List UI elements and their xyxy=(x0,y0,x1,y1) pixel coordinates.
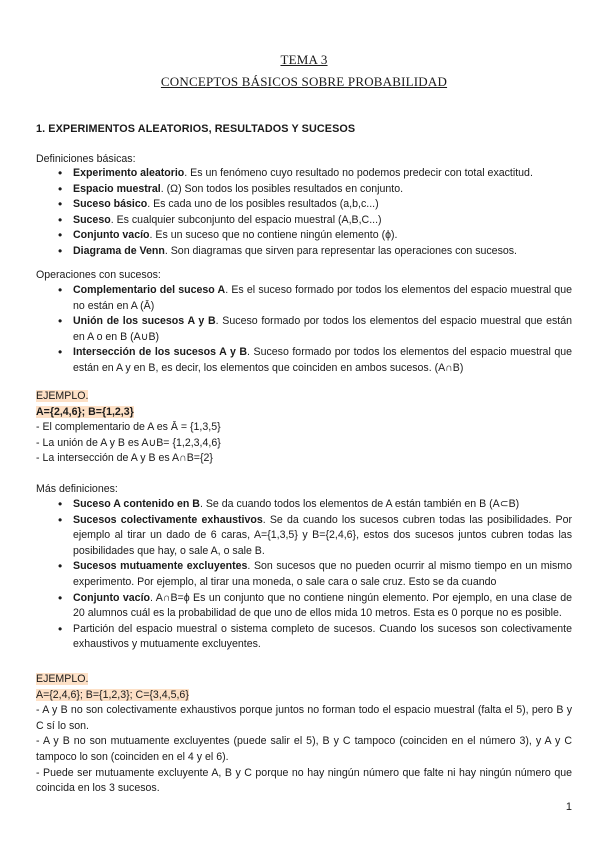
example-line: - La intersección de A y B es A∩B={2} xyxy=(36,452,213,465)
list-item: • Espacio muestral. (Ω) Son todos los posibles resultados en conjunto. xyxy=(36,182,572,198)
list-item: • Experimento aleatorio. Es un fenómeno cuyo resultado no podemos predecir con total exactitud. xyxy=(36,166,572,182)
list-item: • Suceso básico. Es cada uno de los posibles resultados (a,b,c...) xyxy=(36,197,572,213)
list-item: • Complementario del suceso A. Es el suceso formado por todos los elementos del espacio muestral que no están en A (Ā) xyxy=(36,283,572,314)
operations-intro: Operaciones con sucesos: xyxy=(36,269,161,281)
example-line: - Puede ser mutuamente excluyente A, B y C porque no hay ningún número que falte ni hay ningún número que coincida en los 3 sucesos. xyxy=(36,766,572,795)
example-line: - El complementario de A es Ā = {1,3,5} xyxy=(36,421,221,434)
page-number: 1 xyxy=(565,801,572,813)
list-item: • Conjunto vacío. A∩B=ϕ Es un conjunto que no contiene ningún elemento. Por ejemplo, en una clase de 20 alumnos cuál es la probabilidad de que uno de ellos mida 10 metros. Esta es 0 porque no es posible. xyxy=(36,591,572,622)
list-item: • Unión de los sucesos A y B. Suceso formado por todos los elementos del espacio muestral que están en A o en B (A∪B) xyxy=(36,314,572,345)
section-heading: 1. EXPERIMENTOS ALEATORIOS, RESULTADOS Y SUCESOS xyxy=(36,123,356,135)
operations-list xyxy=(36,283,572,377)
more-definitions-intro: Más definiciones: xyxy=(36,483,118,495)
page-title: CONCEPTOS BÁSICOS SOBRE PROBABILIDAD xyxy=(160,74,448,89)
basic-definitions-intro: Definiciones básicas: xyxy=(36,153,136,165)
list-item: • Suceso. Es cualquier subconjunto del espacio muestral (A,B,C...) xyxy=(36,213,572,229)
topic-number: TEMA 3 xyxy=(280,52,328,67)
list-item: • Sucesos colectivamente exhaustivos. Se da cuando los sucesos cubren todas las posibilidades. Por ejemplo al tirar un dado de 6 caras, A={1,3,5} y B={2,4,6}, estos dos sucesos juntos cubren todas las posibilidades que hay, o sale A, o sale B. xyxy=(36,513,572,560)
list-item: • Conjunto vacío. Es un suceso que no contiene ningún elemento (ϕ). xyxy=(36,228,572,244)
list-item: • Partición del espacio muestral o sistema completo de sucesos. Cuando los sucesos son colectivamente exhaustivos y mutuamente excluyentes. xyxy=(36,622,572,653)
example-line: - A y B no son colectivamente exhaustivos porque juntos no forman todo el espacio muestral (falta el 5), pero B y C sí lo son. xyxy=(36,704,572,732)
list-item: • Diagrama de Venn. Son diagramas que sirven para representar las operaciones con sucesos. xyxy=(36,244,572,260)
example-2 xyxy=(36,672,572,797)
example-label: EJEMPLO. xyxy=(36,673,89,685)
example-sets: A={2,4,6}; B={1,2,3} xyxy=(36,405,134,418)
more-definitions-list xyxy=(36,497,572,653)
example-label: EJEMPLO. xyxy=(36,390,89,402)
list-item: • Sucesos mutuamente excluyentes. Son sucesos que no pueden ocurrir al mismo tiempo en un mismo experimento. Por ejemplo, al tirar una moneda, o sale cara o sale cruz. Esto se da cuando xyxy=(36,559,572,590)
list-item: • Intersección de los sucesos A y B. Suceso formado por todos los elementos del espacio muestral que están en A y en B, es decir, los elementos que coinciden en ambos sucesos. (A∩B) xyxy=(36,345,572,376)
example-line: - La unión de A y B es A∪B= {1,2,3,4,6} xyxy=(36,436,221,449)
example-1 xyxy=(36,389,572,467)
example-line: - A y B no son mutuamente excluyentes (puede salir el 5), B y C tampoco (coinciden en el número 3), y A y C tampoco lo son (coinciden en el 4 y el 6). xyxy=(36,735,572,763)
example-sets: A={2,4,6}; B={1,2,3}; C={3,4,5,6} xyxy=(36,688,189,701)
basic-definitions-list xyxy=(36,166,572,260)
list-item: • Suceso A contenido en B. Se da cuando todos los elementos de A están también en B (A⊂B) xyxy=(36,497,572,513)
